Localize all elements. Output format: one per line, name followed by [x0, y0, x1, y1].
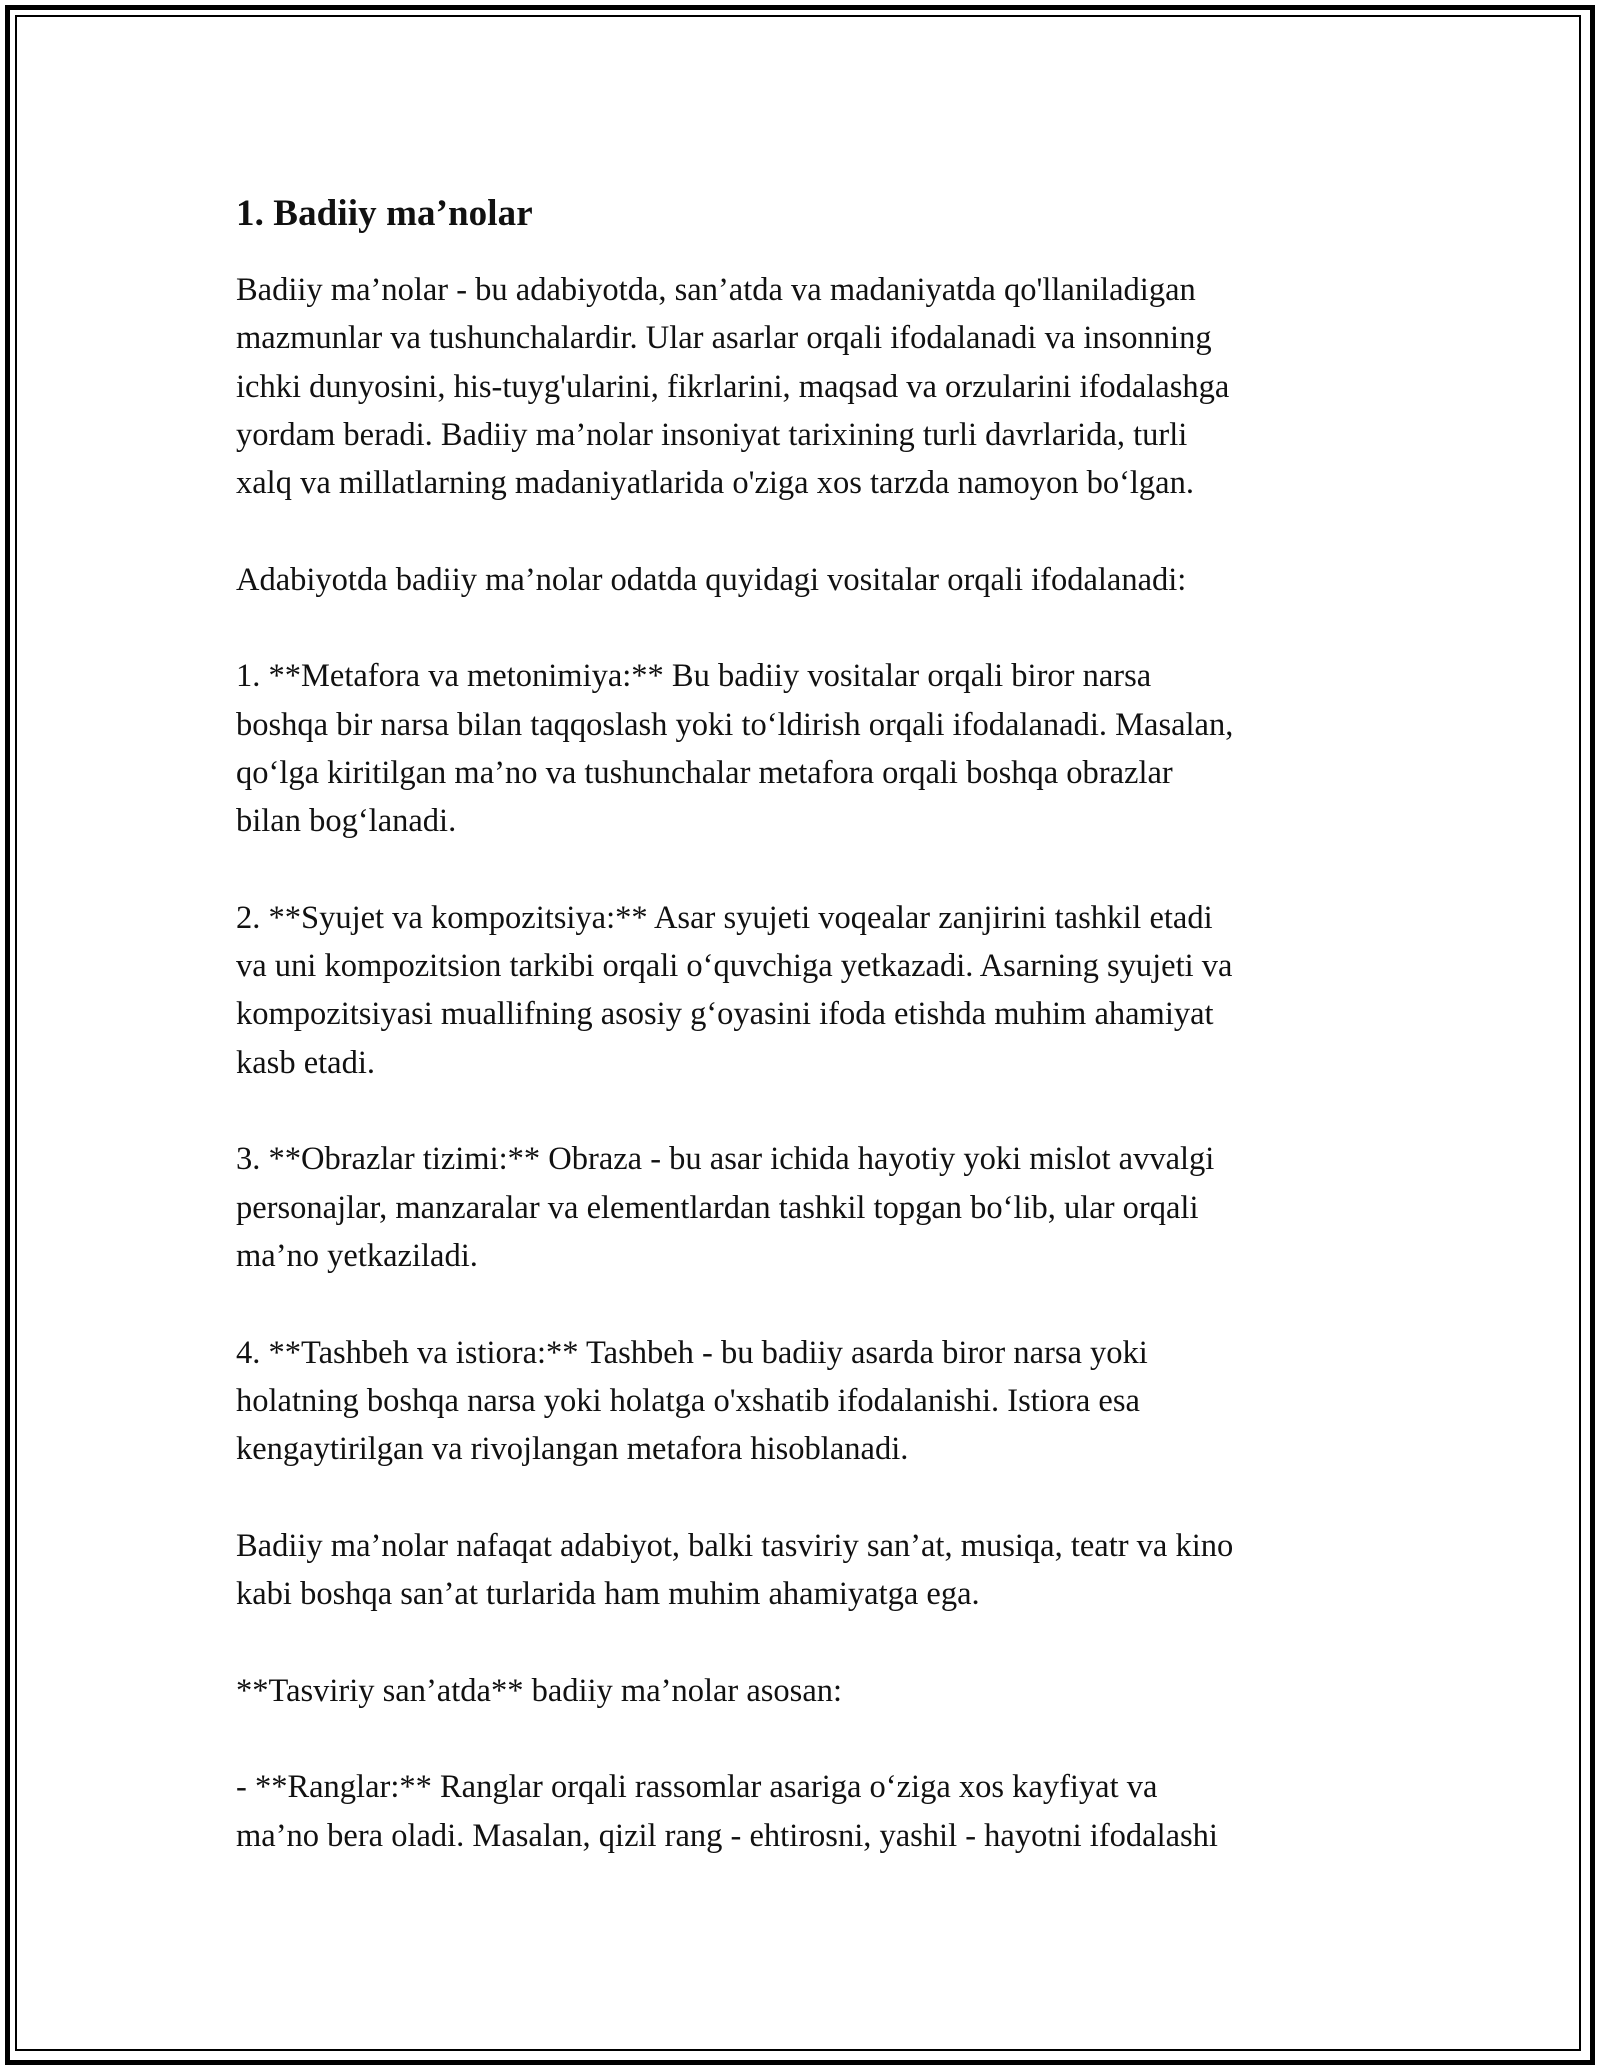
text-line: **Tasviriy san’atda** badiiy ma’nolar asosan: — [236, 1672, 843, 1709]
list-item-metaphor — [236, 652, 1386, 845]
text-line: ma’no yetkaziladi. — [236, 1237, 478, 1274]
paragraph-intro — [236, 266, 1386, 507]
text-line: qo‘lga kiritilgan ma’no va tushunchalar metafora orqali boshqa obrazlar — [236, 754, 1173, 791]
text-line: 4. **Tashbeh va istiora:** Tashbeh - bu badiiy asarda biror narsa yoki — [236, 1334, 1148, 1371]
text-line: yordam beradi. Badiiy ma’nolar insoniyat tarixining turli davrlarida, turli — [236, 416, 1188, 453]
list-item-images — [236, 1135, 1386, 1280]
text-line: mazmunlar va tushunchalardir. Ular asarlar orqali ifodalanadi va insonning — [236, 320, 1212, 357]
text-line: ma’no bera oladi. Masalan, qizil rang - ehtirosni, yashil - hayotni ifodalashi — [236, 1817, 1218, 1854]
text-line: personajlar, manzaralar va elementlardan tashkil topgan bo‘lib, ular orqali — [236, 1189, 1199, 1226]
paragraph-visual-arts — [236, 1667, 1386, 1715]
section-title: 1. Badiiy ma’nolar — [236, 193, 533, 234]
text-line: Badiiy ma’nolar - bu adabiyotda, san’atda va madaniyatda qo'llaniladigan — [236, 272, 1196, 308]
list-item-simile — [236, 1329, 1386, 1474]
list-item-colors — [236, 1763, 1386, 1860]
text-line: va uni kompozitsion tarkibi orqali o‘quvchiga yetkazadi. Asarning syujeti va — [236, 948, 1233, 985]
text-line: Adabiyotda badiiy ma’nolar odatda quyidagi vositalar orqali ifodalanadi: — [236, 561, 1187, 598]
text-line: kengaytirilgan va rivojlangan metafora hisoblanadi. — [236, 1431, 909, 1468]
text-line: kompozitsiyasi muallifning asosiy g‘oyasini ifoda etishda muhim ahamiyat — [236, 996, 1214, 1033]
paragraph-means-intro — [236, 556, 1386, 604]
list-item-plot — [236, 894, 1386, 1087]
text-line: Badiiy ma’nolar nafaqat adabiyot, balki tasviriy san’at, musiqa, teatr va kino — [236, 1527, 1234, 1564]
text-line: 1. **Metafora va metonimiya:** Bu badiiy vositalar orqali biror narsa — [236, 658, 1152, 695]
text-line: kabi boshqa san’at turlarida ham muhim ahamiyatga ega. — [236, 1576, 980, 1613]
text-line: boshqa bir narsa bilan taqqoslash yoki to‘ldirish orqali ifodalanadi. Masalan, — [236, 706, 1234, 743]
text-line: ichki dunyosini, his-tuyg'ularini, fikrlarini, maqsad va orzularini ifodalashga — [236, 368, 1230, 405]
text-line: holatning boshqa narsa yoki holatga o'xshatib ifodalanishi. Istiora esa — [236, 1382, 1140, 1419]
text-line: - **Ranglar:** Ranglar orqali rassomlar asariga o‘ziga xos kayfiyat va — [236, 1769, 1158, 1806]
paragraph-other-arts — [236, 1522, 1386, 1619]
text-line: xalq va millatlarning madaniyatlarida o'ziga xos tarzda namoyon bo‘lgan. — [236, 465, 1194, 502]
text-line: bilan bog‘lanadi. — [236, 803, 457, 840]
text-line: kasb etadi. — [236, 1044, 375, 1081]
text-line: 3. **Obrazlar tizimi:** Obraza - bu asar ichida hayotiy yoki mislot avvalgi — [236, 1141, 1215, 1178]
document-page — [236, 190, 1386, 1908]
text-line: 2. **Syujet va kompozitsiya:** Asar syujeti voqealar zanjirini tashkil etadi — [236, 899, 1213, 936]
